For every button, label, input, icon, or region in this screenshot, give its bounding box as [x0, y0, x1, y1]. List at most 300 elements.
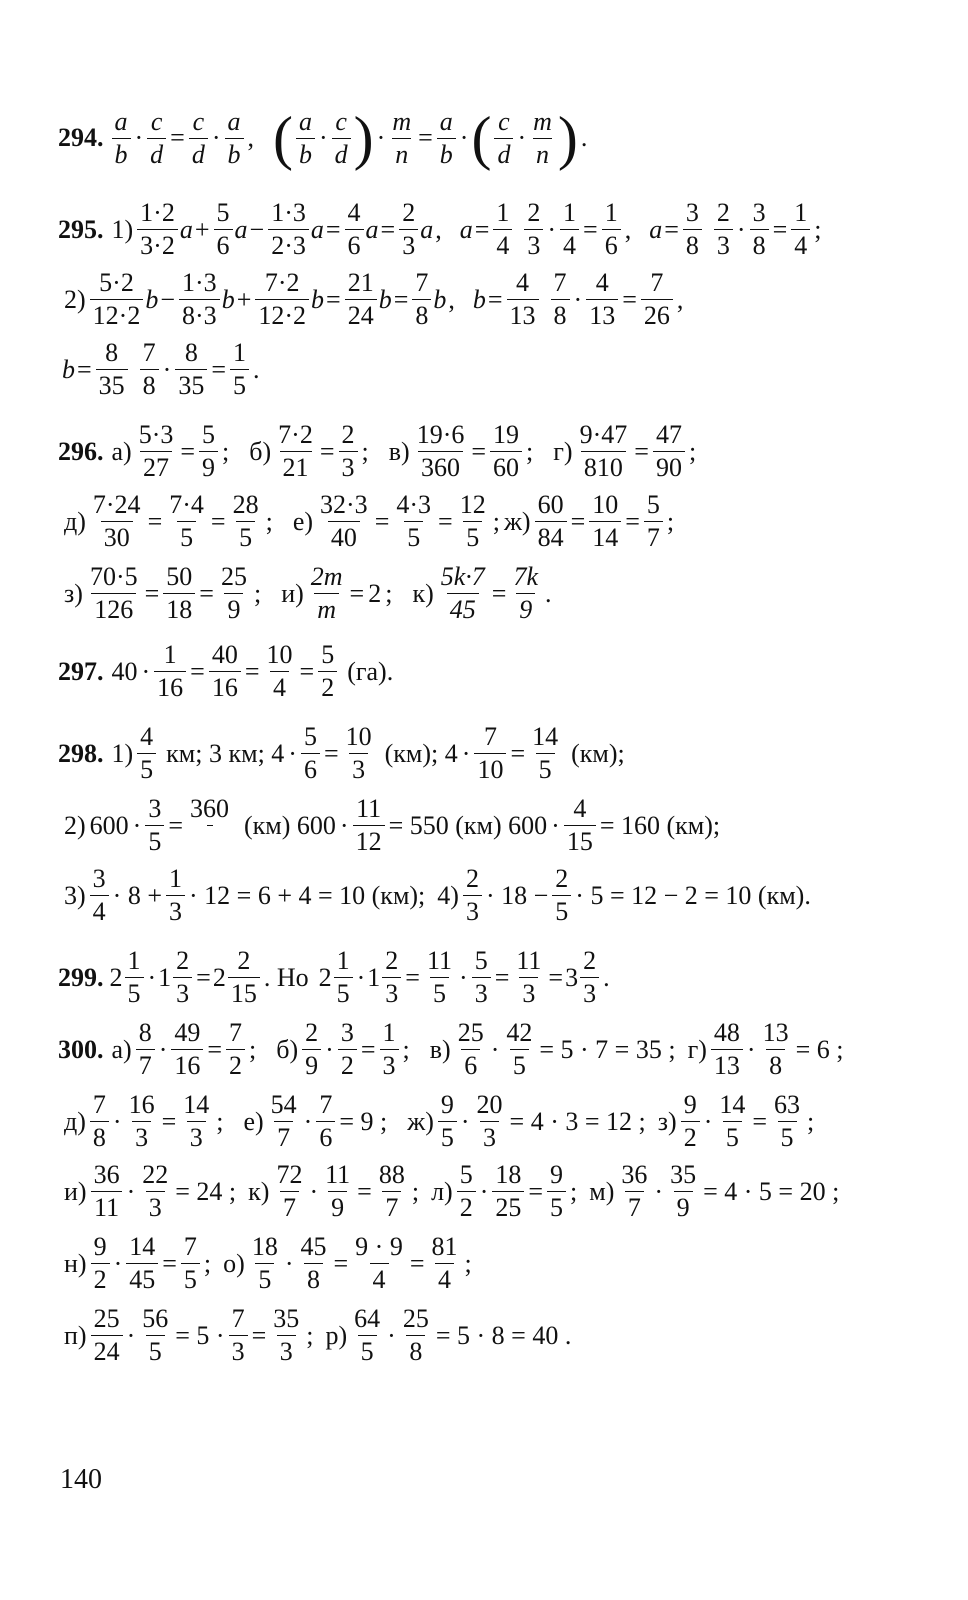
- part-label: 2): [64, 810, 86, 840]
- numerator: 48: [713, 1018, 740, 1047]
- operator: =: [409, 1248, 425, 1278]
- problem-number: 296.: [58, 436, 104, 466]
- part-label: г): [687, 1034, 707, 1064]
- numerator: 7: [231, 1304, 245, 1333]
- denominator: 8: [683, 229, 702, 259]
- fraction: [474, 724, 506, 783]
- separator: ;: [385, 578, 393, 608]
- whole-part: 2: [109, 962, 123, 992]
- fraction: [187, 796, 232, 855]
- problem-298-line-3: [62, 866, 928, 925]
- fraction: [175, 340, 207, 399]
- numerator: 1: [163, 640, 177, 669]
- part-label: в): [429, 1034, 451, 1064]
- fraction: [301, 724, 320, 783]
- separator: ;: [361, 436, 369, 466]
- fraction: [140, 340, 159, 399]
- fraction: [455, 1020, 487, 1079]
- operator: +: [236, 284, 252, 314]
- denominator: 9: [516, 593, 535, 623]
- fraction: [472, 948, 491, 1007]
- fraction: [494, 106, 513, 169]
- fraction: [298, 1234, 330, 1293]
- whole-part: 2: [212, 962, 226, 992]
- fraction: [318, 642, 337, 701]
- numerator: 9: [550, 1160, 564, 1189]
- denominator: 8·3: [179, 299, 220, 329]
- numerator: 36: [621, 1160, 648, 1189]
- fraction: [760, 1020, 792, 1079]
- numerator: 14: [129, 1232, 156, 1261]
- part-label: к): [248, 1176, 270, 1206]
- denominator: 6: [461, 1049, 480, 1079]
- separator: ;: [807, 1106, 815, 1136]
- numerator: 7: [142, 338, 156, 367]
- text: км; 3 км; 4: [166, 738, 285, 768]
- fraction: [589, 492, 621, 551]
- text: = 5 · 7 = 35 ;: [539, 1034, 676, 1064]
- left-paren: (: [471, 105, 492, 171]
- operator: ·: [356, 962, 366, 992]
- denominator: 45: [126, 1263, 158, 1293]
- fraction: [602, 200, 621, 259]
- fraction: [507, 270, 539, 329]
- denominator: 13: [711, 1049, 743, 1079]
- fraction: [199, 422, 218, 481]
- variable: b: [433, 284, 447, 314]
- operator: =: [570, 506, 586, 536]
- denominator: b: [225, 138, 244, 168]
- numerator: 2: [385, 946, 399, 975]
- denominator: 3·2: [137, 229, 178, 259]
- denominator: 3: [187, 1121, 206, 1151]
- part-label: а): [111, 1034, 132, 1064]
- fraction: [343, 724, 375, 783]
- denominator: 5: [723, 1121, 742, 1151]
- numerator: 5·2: [99, 268, 134, 297]
- numerator: 8: [184, 338, 198, 367]
- fraction: [91, 1306, 123, 1365]
- mixed-number: [319, 948, 355, 1007]
- numerator: 25: [220, 562, 247, 591]
- operator: ·: [112, 1106, 122, 1136]
- operator: ·: [461, 738, 471, 768]
- denominator: 5: [145, 825, 164, 855]
- numerator: 50: [166, 562, 193, 591]
- denominator: 10: [474, 753, 506, 783]
- fraction: [96, 340, 128, 399]
- unit: (га).: [347, 656, 394, 686]
- denominator: 3: [463, 895, 482, 925]
- fraction: [353, 796, 385, 855]
- fraction: [437, 106, 456, 169]
- numerator: 3: [92, 864, 106, 893]
- operator: ·: [134, 123, 144, 152]
- text: = 9 ;: [339, 1106, 388, 1136]
- numerator: 1·3: [182, 268, 217, 297]
- problem-number: 297.: [58, 656, 104, 686]
- fraction: [438, 1092, 457, 1151]
- text: · 18 −: [485, 880, 549, 910]
- fraction: [683, 200, 702, 259]
- text: (км) 600: [244, 810, 336, 840]
- operator: =: [180, 436, 196, 466]
- fraction: [264, 642, 296, 701]
- denominator: 7: [625, 1191, 644, 1221]
- fraction: [457, 1162, 476, 1221]
- numerator: 63: [774, 1090, 801, 1119]
- operator: ·: [158, 1034, 168, 1064]
- operator: +: [194, 214, 210, 244]
- denominator: 3: [580, 977, 599, 1007]
- denominator: 7: [280, 1191, 299, 1221]
- denominator: 3: [132, 1121, 151, 1151]
- denominator: 3: [524, 229, 543, 259]
- denominator: 5: [236, 521, 255, 551]
- problem-298-line-2: [62, 796, 928, 855]
- denominator: 5: [177, 521, 196, 551]
- numerator: 4: [573, 794, 587, 823]
- fraction: [510, 564, 541, 623]
- fraction: [618, 1162, 650, 1221]
- numerator: 45: [300, 1232, 327, 1261]
- operator: ·: [141, 656, 151, 686]
- operator: =: [510, 738, 526, 768]
- fraction: [345, 270, 377, 329]
- fraction: [345, 200, 364, 259]
- numerator: 9 · 9: [355, 1232, 403, 1261]
- denominator: 8: [90, 1121, 109, 1151]
- fraction: [317, 492, 371, 551]
- fraction: [308, 564, 346, 623]
- numerator: 25: [93, 1304, 120, 1333]
- numerator: 19: [493, 420, 520, 449]
- separator: ;: [306, 1320, 314, 1350]
- denominator: 3: [146, 1191, 165, 1221]
- numerator: 40: [211, 640, 238, 669]
- denominator: 6: [316, 1121, 335, 1151]
- denominator: 8: [412, 299, 431, 329]
- denominator: 45: [447, 593, 479, 623]
- denominator: 3: [380, 1049, 399, 1079]
- operator: =: [357, 1176, 372, 1206]
- whole-part: 2: [318, 962, 332, 992]
- denominator: 40: [328, 521, 360, 551]
- numerator: a: [299, 106, 312, 136]
- problem-number: 299.: [58, 962, 104, 992]
- operator: ·: [126, 1320, 136, 1350]
- text: (км);: [571, 738, 625, 768]
- numerator: 7·4: [169, 490, 204, 519]
- problem-number: 294.: [58, 123, 104, 152]
- denominator: 5: [358, 1335, 377, 1365]
- variable: b: [311, 284, 325, 314]
- mixed-number: [158, 948, 194, 1007]
- fraction: [503, 1020, 535, 1079]
- problem-295-line-2: [62, 270, 928, 329]
- fraction: [229, 1306, 248, 1365]
- numerator: 13: [762, 1018, 789, 1047]
- denominator: 25: [492, 1191, 524, 1221]
- variable: a: [365, 214, 379, 244]
- denominator: 6: [345, 229, 364, 259]
- fraction: [714, 200, 733, 259]
- denominator: 3: [349, 753, 368, 783]
- denominator: 18: [163, 593, 195, 623]
- operator: =: [162, 1248, 177, 1278]
- numerator: 2: [341, 420, 355, 449]
- fraction: [163, 564, 195, 623]
- operator: ·: [517, 123, 527, 152]
- operator: ·: [573, 284, 583, 314]
- operator: ·: [459, 123, 469, 152]
- fraction: [230, 340, 249, 399]
- separator: ;: [492, 506, 500, 536]
- denominator: 12·2: [255, 299, 309, 329]
- fraction: [322, 1162, 353, 1221]
- denominator: b: [437, 138, 456, 168]
- fraction: [352, 1234, 406, 1293]
- numerator: 10: [592, 490, 619, 519]
- denominator: 4: [435, 1263, 454, 1293]
- numerator: 1·2: [140, 198, 175, 227]
- numerator: 21: [347, 268, 374, 297]
- part-label: 1): [111, 214, 134, 244]
- fraction: [302, 1020, 321, 1079]
- operator: ·: [479, 1176, 489, 1206]
- mixed-number: [367, 948, 403, 1007]
- fraction: [189, 106, 208, 169]
- fraction: [334, 948, 353, 1007]
- numerator: 5: [646, 490, 660, 519]
- denominator: 90: [653, 451, 685, 481]
- denominator: 5: [536, 753, 555, 783]
- denominator: 2·3: [268, 229, 309, 259]
- fraction: [226, 1020, 245, 1079]
- numerator: a: [114, 106, 128, 136]
- operator: ·: [288, 738, 297, 768]
- operator: =: [393, 284, 409, 314]
- denominator: 60: [490, 451, 522, 481]
- numerator: 5: [321, 640, 335, 669]
- operator: ·: [309, 1176, 319, 1206]
- fraction: [493, 200, 512, 259]
- variable: b: [221, 284, 235, 314]
- denominator: 2: [91, 1263, 110, 1293]
- fraction: [560, 200, 579, 259]
- numerator: 2: [176, 946, 190, 975]
- fraction: [136, 422, 177, 481]
- part-label: к): [412, 578, 434, 608]
- numerator: 3: [148, 794, 162, 823]
- operator: =: [147, 506, 163, 536]
- fraction: [218, 564, 250, 623]
- denominator: n: [392, 138, 411, 168]
- variable: a: [234, 214, 248, 244]
- fraction: [126, 1092, 158, 1151]
- denominator: 6: [301, 753, 320, 783]
- separator: ;: [203, 1248, 212, 1278]
- fraction: [791, 200, 810, 259]
- operator: ·: [460, 1106, 470, 1136]
- denominator: 8: [406, 1335, 425, 1365]
- denominator: 3: [480, 1121, 499, 1151]
- part-label: м): [589, 1176, 615, 1206]
- numerator: a: [227, 106, 241, 136]
- fraction: [249, 1234, 281, 1293]
- fraction: [166, 866, 185, 925]
- numerator: 70·5: [89, 562, 138, 591]
- fraction: [91, 1234, 110, 1293]
- operator: ·: [147, 962, 157, 992]
- numerator: 9: [683, 1090, 697, 1119]
- numerator: 47: [655, 420, 682, 449]
- right-paren: ): [557, 105, 578, 171]
- part-label: б): [276, 1034, 299, 1064]
- number: 600: [89, 810, 129, 840]
- denominator: 3: [472, 977, 491, 1007]
- numerator: 7: [415, 268, 429, 297]
- denominator: 3: [382, 977, 401, 1007]
- numerator: 1·3: [271, 198, 306, 227]
- numerator: 2: [237, 946, 251, 975]
- operator: =: [374, 506, 390, 536]
- numerator: 3: [340, 1018, 354, 1047]
- fraction: [414, 422, 468, 481]
- numerator: 1: [794, 198, 808, 227]
- denominator: 16: [209, 671, 241, 701]
- fraction: [275, 422, 316, 481]
- denominator: 15: [228, 977, 260, 1007]
- part-label: в): [388, 436, 410, 466]
- fraction: [457, 492, 489, 551]
- numerator: 2: [305, 1018, 319, 1047]
- fraction: [716, 1092, 748, 1151]
- mixed-number: [110, 948, 146, 1007]
- numerator: c: [335, 106, 347, 136]
- text: · 5 = 12 − 2 = 10 (км).: [575, 880, 811, 910]
- numerator: 56: [142, 1304, 169, 1333]
- separator: ;: [411, 1176, 420, 1206]
- variable: b: [378, 284, 392, 314]
- result: 2: [368, 578, 382, 608]
- fraction: [551, 270, 570, 329]
- numerator: 19·6: [416, 420, 465, 449]
- denominator: 5: [137, 753, 156, 783]
- denominator: 4: [370, 1263, 389, 1293]
- numerator: c: [192, 106, 205, 136]
- numerator: 12: [459, 490, 486, 519]
- operator: −: [249, 214, 265, 244]
- numerator: 14: [532, 722, 559, 751]
- operator: =: [405, 962, 420, 992]
- denominator: 3: [339, 451, 358, 481]
- numerator: 5: [459, 1160, 473, 1189]
- operator: =: [494, 962, 510, 992]
- part-label: а): [111, 436, 132, 466]
- fraction: [225, 106, 244, 169]
- denominator: 35: [175, 369, 207, 399]
- denominator: 5: [510, 1049, 529, 1079]
- numerator: 60: [537, 490, 564, 519]
- numerator: 5: [216, 198, 230, 227]
- fraction: [139, 1162, 171, 1221]
- terminator: .: [603, 962, 610, 992]
- numerator: 35: [670, 1160, 697, 1189]
- fraction: [166, 492, 207, 551]
- operator: =: [664, 214, 679, 244]
- fraction: [339, 422, 358, 481]
- numerator: 72: [276, 1160, 303, 1189]
- text: . Но: [263, 962, 309, 992]
- numerator: 7: [229, 1018, 243, 1047]
- fraction: [681, 1092, 700, 1151]
- numerator: 5: [202, 420, 216, 449]
- denominator: 16: [154, 671, 186, 701]
- problem-295-line-1: [58, 200, 928, 259]
- fraction: [268, 200, 309, 259]
- numerator: 5k·7: [440, 562, 485, 591]
- operator: ·: [132, 810, 142, 840]
- separator: ,: [624, 214, 632, 244]
- problem-number: 298.: [58, 738, 104, 768]
- terminator: ;: [814, 214, 822, 244]
- operator: ·: [654, 1176, 664, 1206]
- text: = 5 ·: [175, 1320, 225, 1350]
- denominator: 7: [382, 1191, 401, 1221]
- separator: ;: [222, 436, 230, 466]
- part-label: 1): [111, 738, 134, 768]
- numerator: m: [533, 106, 552, 136]
- denominator: 9: [328, 1191, 347, 1221]
- numerator: 7: [483, 722, 497, 751]
- separator: ;: [570, 1176, 578, 1206]
- numerator: 54: [270, 1090, 297, 1119]
- operator: =: [349, 578, 365, 608]
- denominator: 5: [778, 1121, 797, 1151]
- denominator: n: [533, 138, 552, 168]
- operator: ·: [490, 1034, 500, 1064]
- numerator: c: [150, 106, 163, 136]
- operator: =: [487, 284, 503, 314]
- operator: ·: [387, 1320, 396, 1350]
- denominator: 5: [438, 1121, 457, 1151]
- numerator: 28: [232, 490, 259, 519]
- fraction: [179, 270, 220, 329]
- problem-295-line-3: [62, 340, 928, 399]
- numerator: 64: [354, 1304, 381, 1333]
- denominator: 5: [230, 369, 249, 399]
- fraction: [474, 1092, 506, 1151]
- variable: a: [420, 214, 434, 244]
- denominator: 5: [463, 521, 482, 551]
- numerator: 81: [431, 1232, 458, 1261]
- fraction: [535, 492, 567, 551]
- numerator: 1: [233, 338, 247, 367]
- part-label: д): [64, 1106, 86, 1136]
- fraction: [90, 866, 109, 925]
- terminator: .: [253, 354, 260, 384]
- fraction: [424, 948, 455, 1007]
- numerator: 1: [127, 946, 141, 975]
- part-label: н): [64, 1248, 87, 1278]
- fraction: [667, 1162, 699, 1221]
- part-label: д): [64, 506, 86, 536]
- fraction: [389, 106, 414, 169]
- numerator: 1: [496, 198, 510, 227]
- denominator: 5: [146, 1335, 165, 1365]
- numerator: 2: [583, 946, 597, 975]
